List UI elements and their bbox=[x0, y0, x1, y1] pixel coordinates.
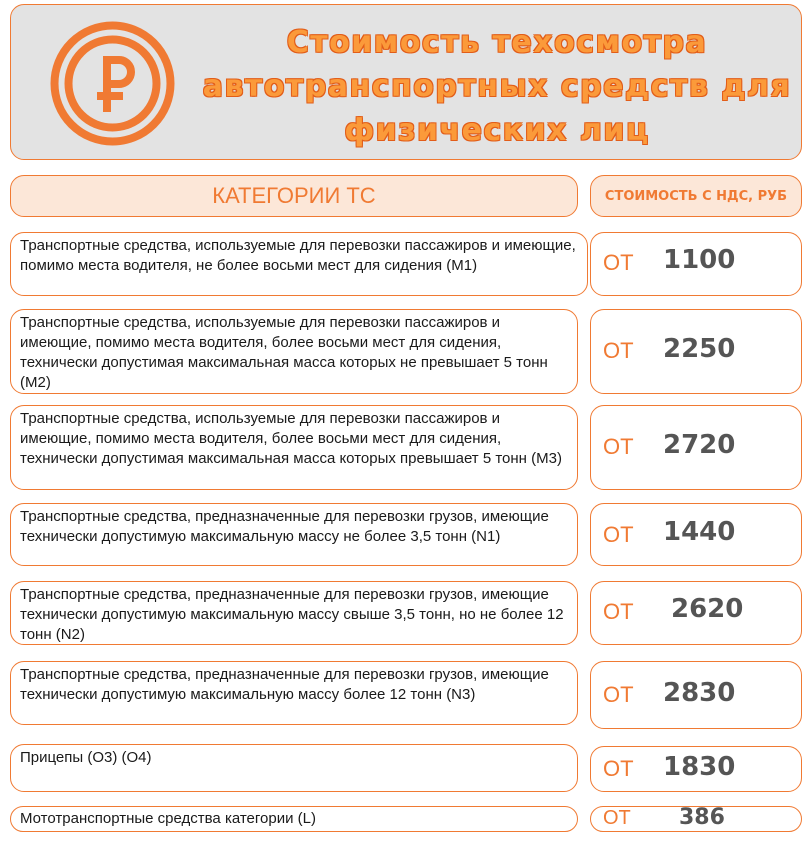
price-prefix: ОТ bbox=[603, 250, 634, 275]
price-value: 2250 bbox=[663, 334, 736, 364]
title-line-3: физических лиц bbox=[344, 113, 650, 148]
price-value: 1100 bbox=[663, 245, 736, 275]
category-text: Транспортные средства, предназначенные для перевозки грузов, имеющие технически допустимую максимальную массу более 12 тонн (N3) bbox=[20, 666, 549, 703]
price-cell bbox=[590, 661, 802, 729]
category-cell bbox=[10, 744, 578, 792]
price-value: 1830 bbox=[663, 752, 736, 782]
price-cell bbox=[590, 309, 802, 394]
page-title bbox=[201, 21, 793, 153]
title-line-1: Стоимость техосмотра bbox=[286, 25, 708, 60]
category-text: Транспортные средства, используемые для перевозки пассажиров и имеющие, помимо места водителя, не более восьми мест для сидения (М1) bbox=[20, 237, 576, 274]
header-banner bbox=[10, 4, 802, 160]
column-header-category bbox=[10, 175, 578, 217]
category-text: Транспортные средства, используемые для перевозки пассажиров и имеющие, помимо места водителя, более восьми мест для сидения, технически допустимая максимальная масса которых превышает 5 тонн (М3) bbox=[20, 410, 562, 467]
price-cell bbox=[590, 746, 802, 792]
price-value: 2720 bbox=[663, 430, 736, 460]
column-header-category-label: КАТЕГОРИИ ТС bbox=[212, 183, 376, 208]
column-header-price bbox=[590, 175, 802, 217]
category-cell bbox=[10, 661, 578, 725]
price-cell bbox=[590, 581, 802, 645]
price-cell bbox=[590, 232, 802, 296]
category-cell bbox=[10, 232, 588, 296]
price-value: 1440 bbox=[663, 517, 736, 547]
price-prefix: ОТ bbox=[603, 807, 631, 829]
category-cell bbox=[10, 806, 578, 832]
price-cell bbox=[590, 503, 802, 566]
price-cell bbox=[590, 405, 802, 490]
price-prefix: ОТ bbox=[603, 756, 634, 781]
category-cell bbox=[10, 405, 578, 490]
category-text: Транспортные средства, используемые для перевозки пассажиров и имеющие, помимо места водителя, более восьми мест для сидения, технически допустимая максимальная масса которых не превышает 5 тонн (М2) bbox=[20, 314, 548, 391]
price-cell bbox=[590, 806, 802, 832]
price-value: 2830 bbox=[663, 678, 736, 708]
category-text: Мототранспортные средства категории (L) bbox=[20, 810, 316, 827]
category-text: Прицепы (О3) (О4) bbox=[20, 749, 152, 766]
category-text: Транспортные средства, предназначенные для перевозки грузов, имеющие технически допустимую максимальную массу свыше 3,5 тонн, но не более 12 тонн (N2) bbox=[20, 586, 564, 643]
ruble-coin-icon bbox=[49, 20, 176, 147]
price-prefix: ОТ bbox=[603, 599, 634, 624]
price-value: 2620 bbox=[671, 594, 744, 624]
price-value: 386 bbox=[679, 805, 725, 830]
price-prefix: ОТ bbox=[603, 434, 634, 459]
category-cell bbox=[10, 503, 578, 566]
column-header-price-label: СТОИМОСТЬ С НДС, РУБ bbox=[604, 188, 788, 204]
category-cell bbox=[10, 581, 578, 645]
price-prefix: ОТ bbox=[603, 338, 634, 363]
category-text: Транспортные средства, предназначенные для перевозки грузов, имеющие технически допустимую максимальную массу не более 3,5 тонн (N1) bbox=[20, 508, 549, 545]
price-prefix: ОТ bbox=[603, 522, 634, 547]
category-cell bbox=[10, 309, 578, 394]
price-prefix: ОТ bbox=[603, 682, 634, 707]
title-line-2: автотранспортных средств для bbox=[202, 69, 792, 104]
